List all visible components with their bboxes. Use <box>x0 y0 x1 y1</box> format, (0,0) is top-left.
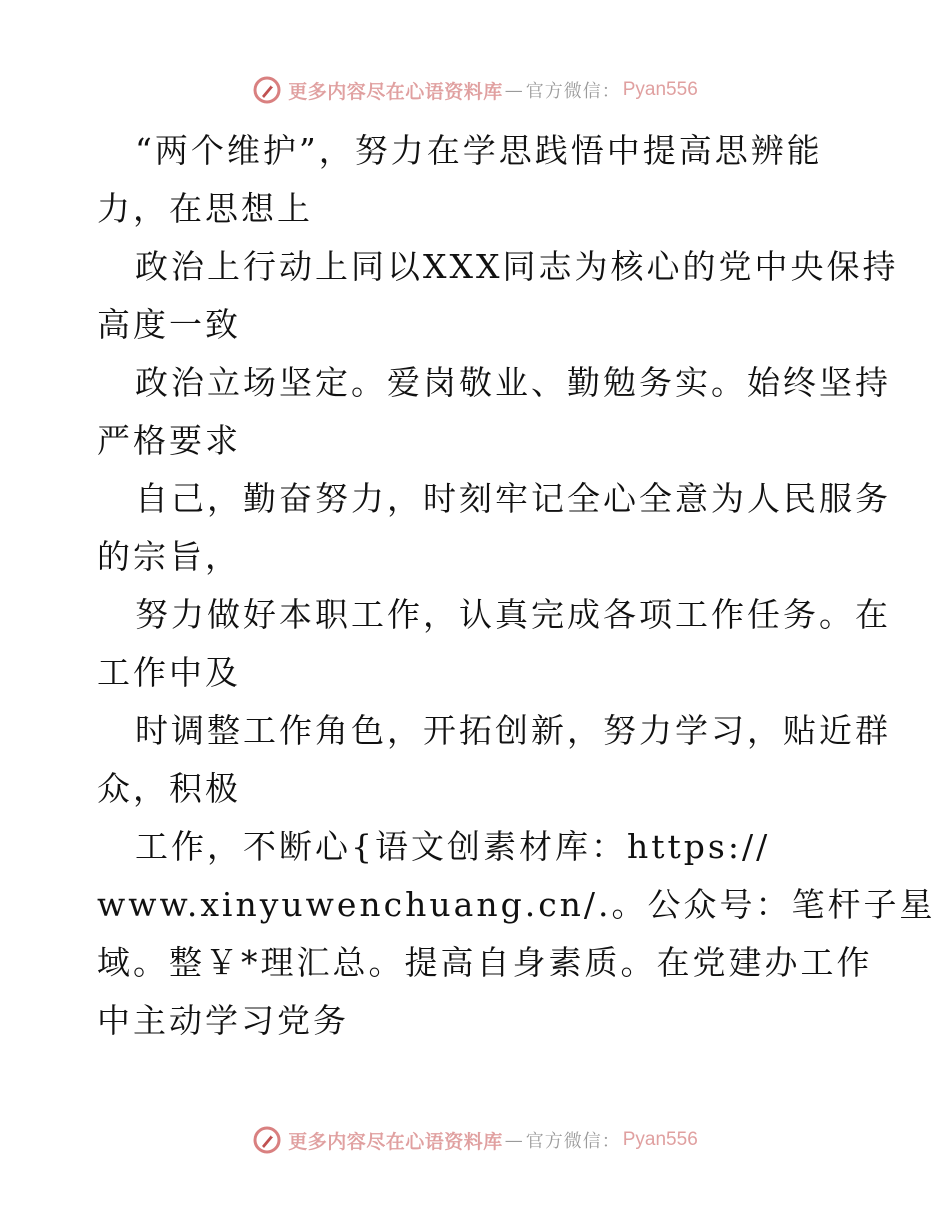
body-line: 政治立场坚定。爱岗敬业、勤勉务实。始终坚持 <box>135 363 891 402</box>
footer-wechat-id: Pyan556 <box>622 1129 698 1150</box>
body-line: “两个维护”，努力在学思践悟中提高思辨能 <box>135 131 823 170</box>
document-body <box>97 122 936 1050</box>
body-line: 努力做好本职工作，认真完成各项工作任务。在 <box>135 595 891 634</box>
header-separator: — <box>504 79 524 101</box>
footer-brand-text: 更多内容尽在心语资料库 <box>288 1130 503 1153</box>
header-wechat-label: 官方微信： <box>525 81 621 102</box>
body-line: 自己，勤奋努力，时刻牢记全心全意为人民服务 <box>135 479 891 518</box>
footer-separator: — <box>504 1129 524 1151</box>
footer-banner <box>0 1120 950 1160</box>
body-line: 力，在思想上 <box>97 189 313 228</box>
body-line: www.xinyuwenchuang.cn/.。公众号：笔杆子星 <box>97 885 936 924</box>
body-line: 工作，不断心{语文创素材库：https:// <box>135 827 771 866</box>
pen-nib-circle-icon <box>252 75 282 105</box>
body-line: 工作中及 <box>97 653 241 692</box>
body-line: 政治上行动上同以XXX同志为核心的党中央保持 <box>135 247 899 286</box>
body-line: 域。整￥*理汇总。提高自身素质。在党建办工作 <box>97 943 873 982</box>
body-line: 高度一致 <box>97 305 241 344</box>
body-line: 严格要求 <box>97 421 241 460</box>
header-banner <box>0 70 950 110</box>
footer-wechat-label: 官方微信： <box>525 1131 621 1152</box>
body-line: 众，积极 <box>97 769 241 808</box>
body-line: 时调整工作角色，开拓创新，努力学习，贴近群 <box>135 711 891 750</box>
header-brand-text: 更多内容尽在心语资料库 <box>288 80 503 103</box>
pen-nib-circle-icon <box>252 1125 282 1155</box>
header-wechat-id: Pyan556 <box>622 79 698 100</box>
body-line: 中主动学习党务 <box>97 1001 349 1040</box>
body-line: 的宗旨， <box>97 537 241 576</box>
